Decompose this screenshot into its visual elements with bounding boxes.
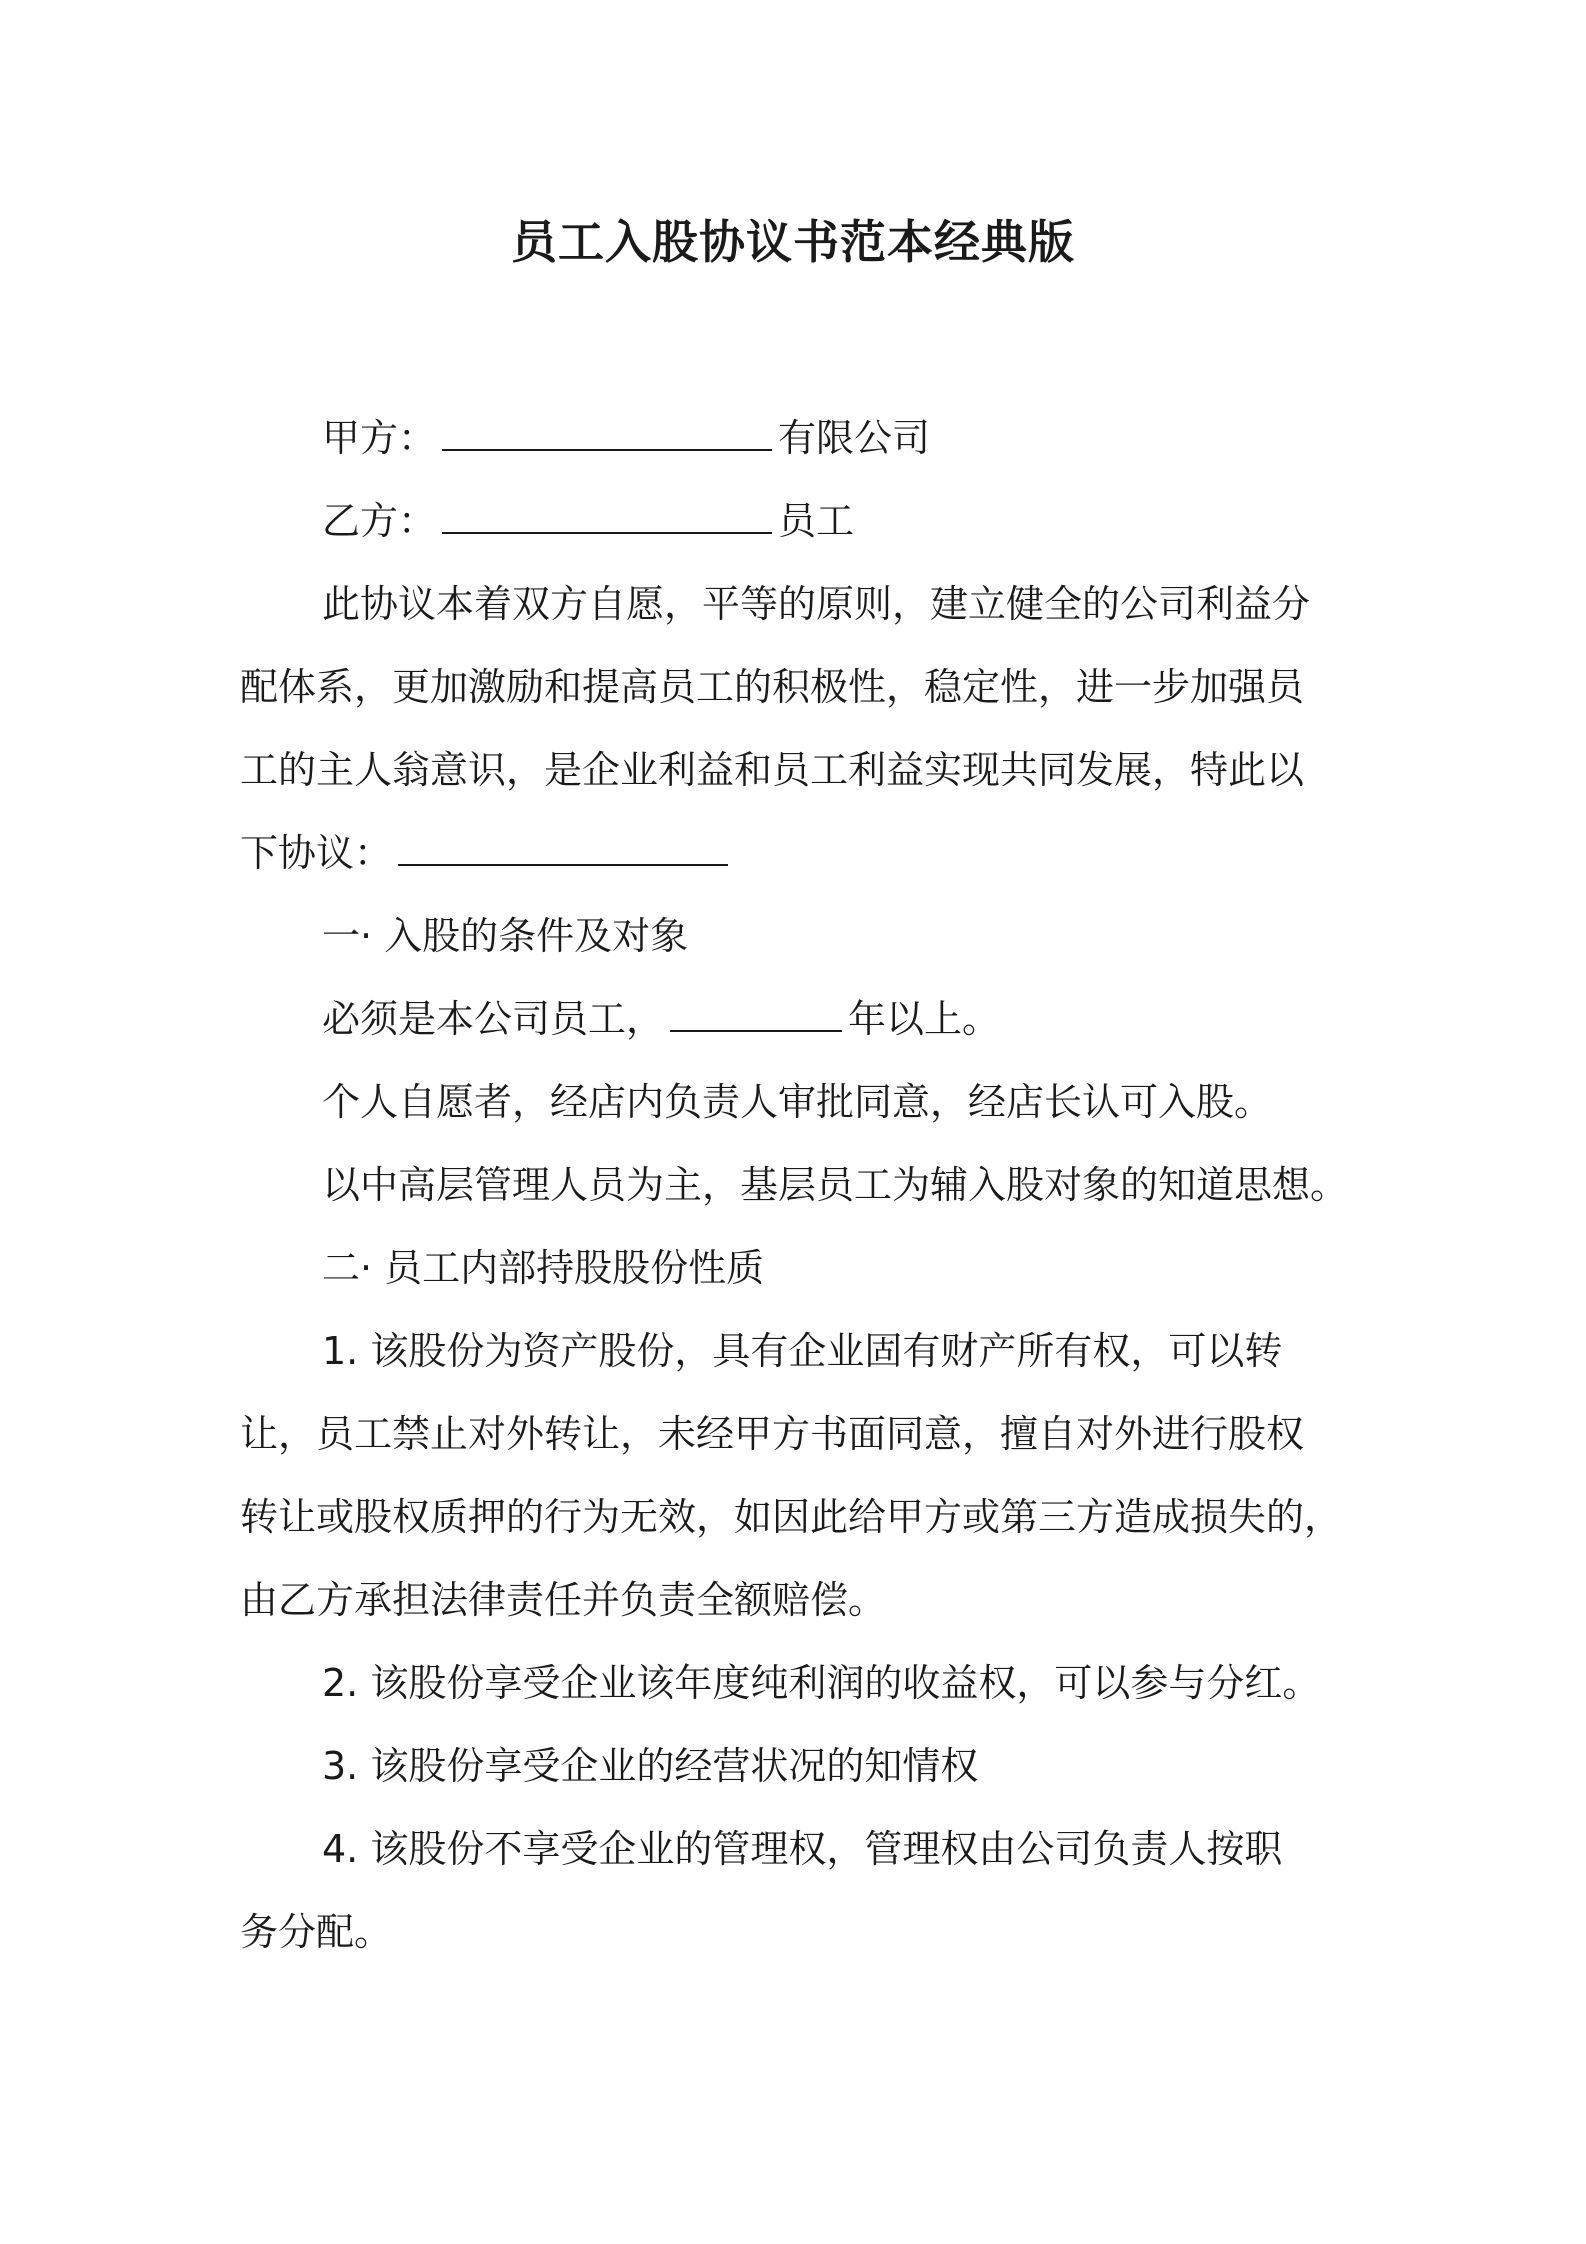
party-b-suffix: 员工 [778,499,855,543]
intro-line-2: 配体系，更加激励和提高员工的积极性，稳定性，进一步加强员 [240,665,1305,709]
intro-last-prefix: 下协议： [240,831,393,875]
item-1-line-2: 让，员工禁止对外转让，未经甲方书面同意，擅自对外进行股权 [240,1412,1305,1456]
agreement-blank [398,834,728,866]
section-2-heading: 二· 员工内部持股股份性质 [322,1246,765,1290]
condition-1-suffix: 年以上。 [848,997,1001,1041]
party-a-suffix: 有限公司 [778,416,931,460]
item-3: 3. 该股份享受企业的经营状况的知情权 [322,1744,979,1788]
intro-line-3: 工的主人翁意识，是企业利益和员工利益实现共同发展，特此以 [240,748,1305,792]
intro-line-4 [240,829,734,877]
item-4-line-2: 务分配。 [240,1910,393,1954]
party-a-line [322,414,930,462]
party-a-label: 甲方： [322,416,437,460]
item-1-line-1: 1. 该股份为资产股份，具有企业固有财产所有权，可以转 [322,1329,1283,1373]
condition-2: 个人自愿者，经店内负责人审批同意，经店长认可入股。 [322,1080,1273,1124]
party-b-label: 乙方： [322,499,437,543]
party-a-blank [442,419,772,451]
document-title: 员工入股协议书范本经典版 [511,215,1075,269]
item-1-line-4: 由乙方承担法律责任并负责全额赔偿。 [240,1578,887,1622]
condition-1 [322,995,1000,1043]
party-b-line [322,497,854,545]
years-blank [670,1000,842,1032]
party-b-blank [442,502,772,534]
intro-line-1: 此协议本着双方自愿，平等的原则，建立健全的公司利益分 [322,582,1311,626]
item-2: 2. 该股份享受企业该年度纯利润的收益权，可以参与分红。 [322,1661,1321,1705]
item-1-line-3: 转让或股权质押的行为无效，如因此给甲方或第三方造成损失的， [240,1495,1343,1539]
item-4-line-1: 4. 该股份不享受企业的管理权，管理权由公司负责人按职 [322,1827,1283,1871]
condition-3: 以中高层管理人员为主，基层员工为辅入股对象的知道思想。 [322,1163,1349,1207]
condition-1-prefix: 必须是本公司员工， [322,997,665,1041]
section-1-heading: 一· 入股的条件及对象 [322,914,689,958]
